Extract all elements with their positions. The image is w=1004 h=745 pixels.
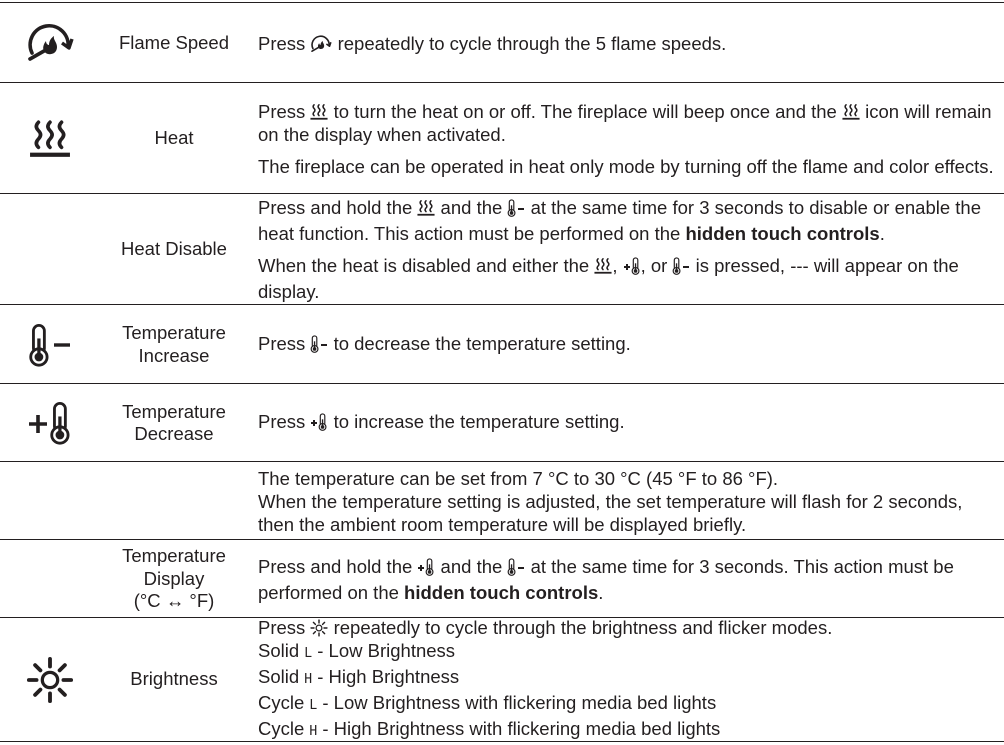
table-row-temperature-increase <box>0 304 1004 383</box>
table-row-temperature-display <box>0 539 1004 617</box>
row-label: Temperature Increase <box>122 322 226 366</box>
row-description: Press and hold the and the at the same time for 3 seconds. This action must be performed on the hidden touch controls. <box>258 555 954 603</box>
heat-icon <box>310 103 328 121</box>
table-row-temperature-decrease <box>0 383 1004 461</box>
row-description: Press and hold the and the at the same time for 3 seconds to disable or enable the heat function. This action must be performed on the hidden touch controls. When the heat is disabled and either the , , or is pressed, --- will appear on the display. <box>258 197 982 302</box>
heat-icon <box>842 103 860 121</box>
thermometer-minus-icon <box>0 305 100 384</box>
thermometer-plus-icon <box>417 558 435 581</box>
heat-icon <box>0 83 100 194</box>
row-label: Heat <box>154 127 194 149</box>
brightness-icon <box>0 618 100 741</box>
thermometer-minus-icon <box>672 257 690 280</box>
table-row-temperature-range <box>0 461 1004 539</box>
thermometer-minus-icon <box>507 199 525 222</box>
table-row-flame-speed <box>0 2 1004 82</box>
flame-speed-icon <box>0 3 100 83</box>
row-label: Brightness <box>130 668 218 690</box>
thermometer-plus-icon <box>310 413 328 436</box>
row-description: Press to decrease the temperature setting. <box>258 305 996 384</box>
row-label: Flame Speed <box>118 31 230 53</box>
row-description: Press repeatedly to cycle through the brightness and flicker modes. Solid L - Low Brightness Solid H - High Brightness Cycle L - Low Brightness with flickering media bed lights Cycle H - High Brightness with flickering media bed lights <box>258 618 996 741</box>
row-description: Press repeatedly to cycle through the 5 flame speeds. <box>258 32 727 54</box>
list-item: Solid H - High Brightness <box>258 666 460 687</box>
table-row-brightness <box>0 617 1004 742</box>
table-row-heat-disable <box>0 193 1004 304</box>
heat-icon <box>417 199 435 217</box>
list-item: Solid L - Low Brightness <box>258 640 456 661</box>
row-description: Press to turn the heat on or off. The fireplace will beep once and the icon will remain on the display when activated. The fireplace can be operated in heat only mode by turning off the flame and color effects. <box>258 100 994 177</box>
table-row-heat <box>0 82 1004 193</box>
thermometer-minus-icon <box>310 335 328 358</box>
row-label: Temperature Display (°C ↔ °F) <box>122 545 226 612</box>
row-description: The temperature can be set from 7 °C to 30 °C (45 °F to 86 °F). When the temperature setting is adjusted, the set temperature will flash for 2 seconds, then the ambient room temperature will be displayed briefly. <box>258 467 963 535</box>
thermometer-minus-icon <box>507 558 525 581</box>
row-description: Press to increase the temperature setting. <box>258 384 996 462</box>
list-item: Cycle H - High Brightness with flickering media bed lights <box>258 718 721 739</box>
thermometer-plus-icon <box>623 257 641 280</box>
list-item: Cycle L - Low Brightness with flickering media bed lights <box>258 692 717 713</box>
flame-speed-icon <box>310 35 332 53</box>
thermometer-plus-icon <box>0 384 100 462</box>
row-label: Heat Disable <box>121 238 227 260</box>
brightness-icon <box>310 619 328 637</box>
heat-icon <box>594 257 612 275</box>
row-label: Temperature Decrease <box>122 400 226 444</box>
